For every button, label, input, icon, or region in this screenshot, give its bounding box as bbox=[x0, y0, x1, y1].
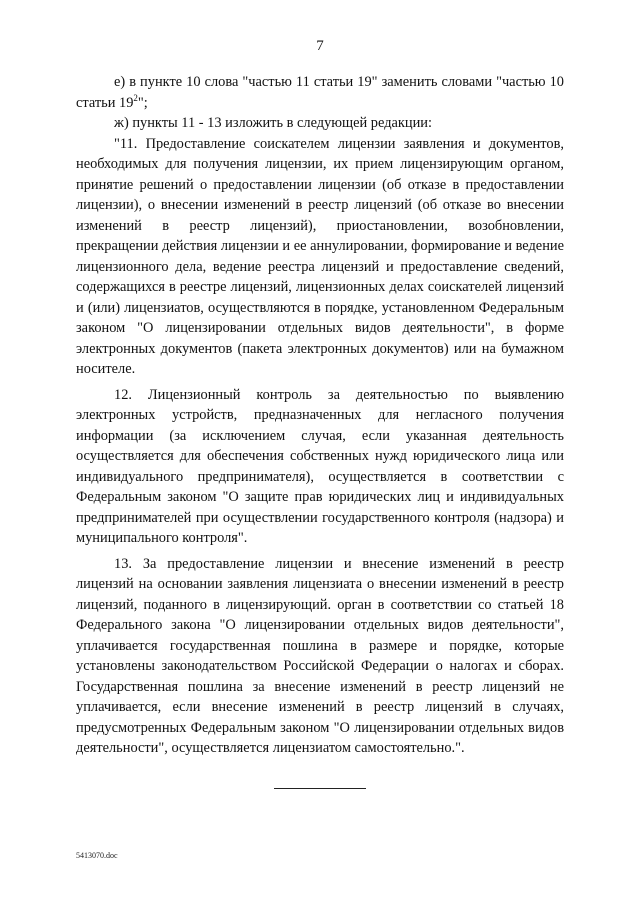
item-e-text: е) в пункте 10 слова "частью 11 статьи 19" заменить словами "частью 10 статьи 19 bbox=[76, 74, 564, 111]
closing-rule bbox=[274, 788, 366, 789]
document-body bbox=[76, 72, 564, 759]
point-11-paragraph: "11. Предоставление соискателем лицензии заявления и документов, необходимых для получения лицензии, их прием лицензирующим органом, принятие решений о предоставлении лицензии (об отказе в предоставлении лицензии), о внесении изменений в реестр лицензий (об отказе во внесении изменений в реестр лицензий), приостановлении, возобновлении, прекращении действия лицензии и ее аннулировании, формирование и ведение лицензионного дела, ведение реестра лицензий и предоставление сведений, содержащихся в реестре лицензий, лицензионных делах соискателей лицензий и (или) лицензиатов, осуществляются в порядке, установленном Федеральным законом "О лицензировании отдельных видов деятельности", в форме электронных документов (пакета электронных документов) или на бумажном носителе. bbox=[76, 135, 564, 377]
item-e-paragraph bbox=[76, 72, 564, 113]
point-13-paragraph: 13. За предоставление лицензии и внесение изменений в реестр лицензий на основании заявления лицензиата о внесении изменений в реестр лицензий, поданного в лицензирующий. орган в соответствии со статьей 18 Федерального закона "О лицензировании отдельных видов деятельности", уплачивается государственная пошлина в размере и порядке, которые установлены законодательством Российской Федерации о налогах и сборах. Государственная пошлина за внесение изменений в реестр лицензий не уплачивается, если внесение изменений в реестр лицензий в случаях, предусмотренных Федеральным законом "О лицензировании отдельных видов деятельности", осуществляется лицензиатом самостоятельно.". bbox=[76, 555, 564, 756]
point-12-paragraph: 12. Лицензионный контроль за деятельностью по выявлению электронных устройств, предназначенных для негласного получения информации (за исключением случая, если указанная деятельность осуществляется для обеспечения собственных нужд юридического лица или индивидуального предпринимателя), осуществляется в соответствии с Федеральным законом "О защите прав юридических лиц и индивидуальных предпринимателей при осуществлении государственного контроля (надзора) и муниципального контроля". bbox=[76, 386, 564, 546]
item-e-tail: "; bbox=[137, 94, 148, 111]
item-zh-paragraph: ж) пункты 11 - 13 изложить в следующей редакции: bbox=[114, 115, 433, 131]
superscript-2: 2 bbox=[133, 92, 138, 103]
footer-filename: 5413070.doc bbox=[76, 851, 118, 860]
page-number: 7 bbox=[316, 38, 324, 54]
